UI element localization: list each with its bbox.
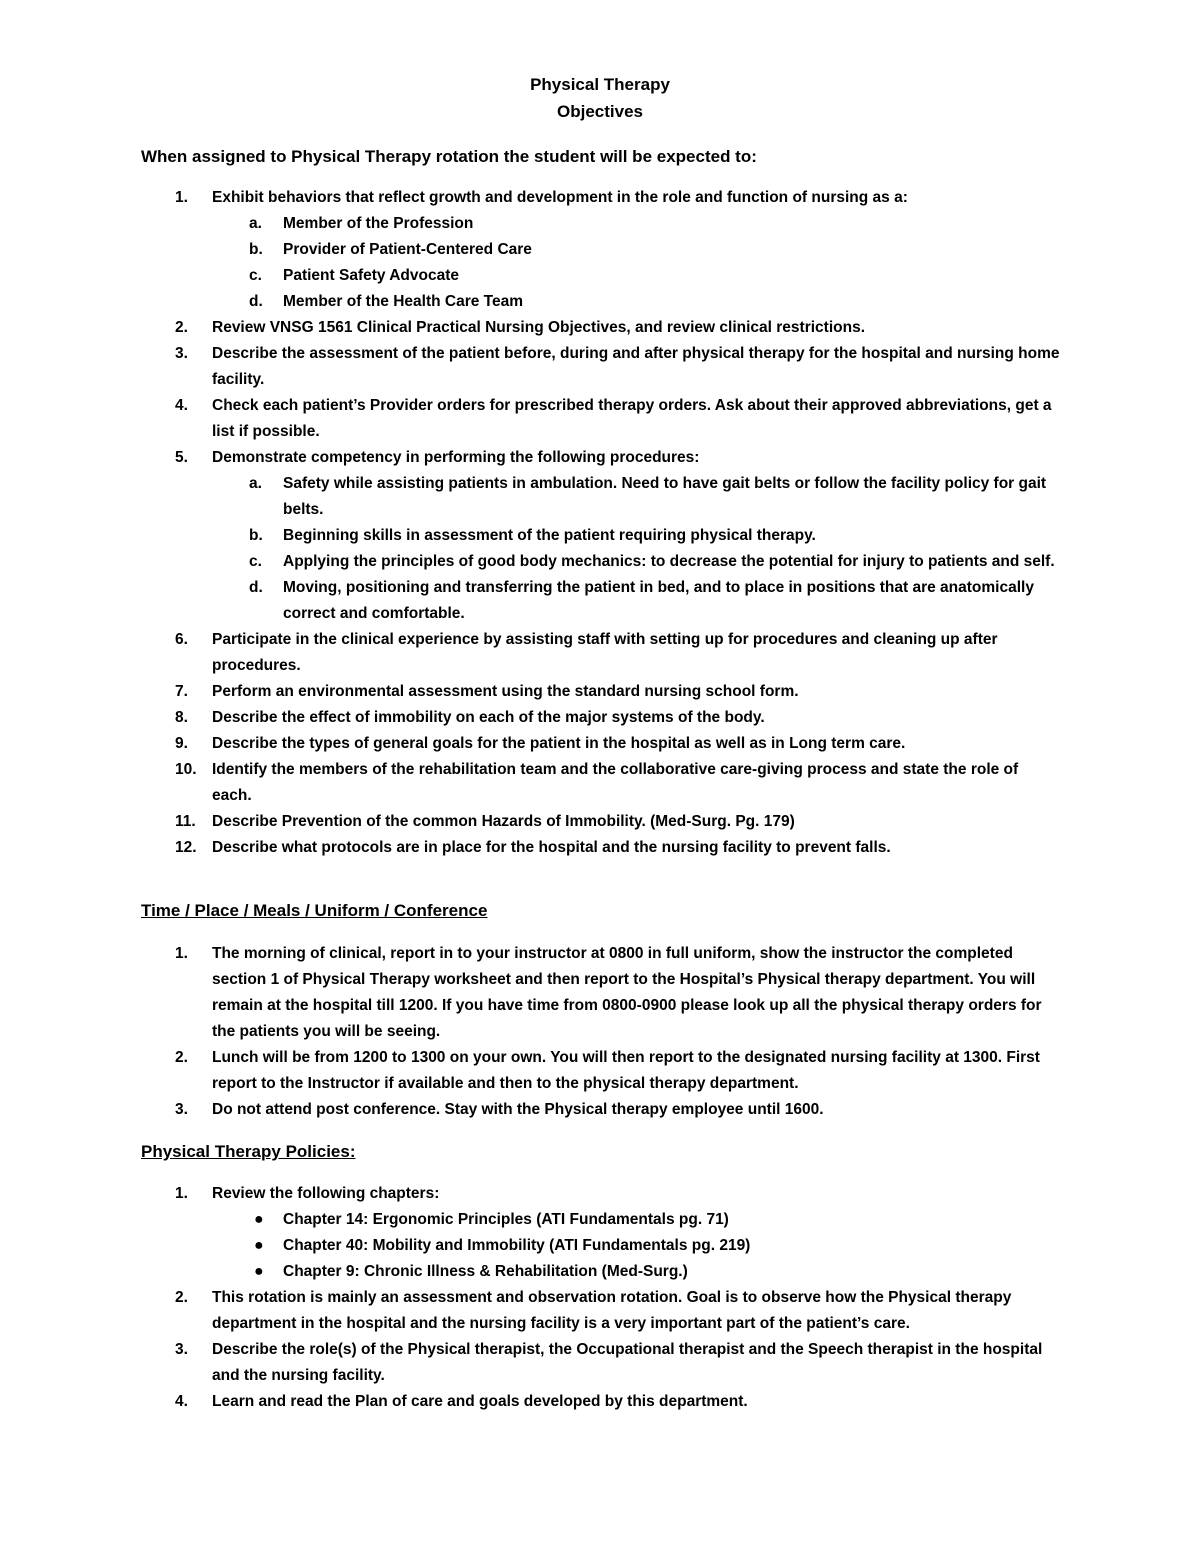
bullet-icon: ●	[254, 1263, 264, 1280]
list-item: 9. Describe the types of general goals for the patient in the hospital as well as in Long term care.	[175, 735, 906, 752]
document-subtitle: Objectives	[557, 102, 643, 121]
list-item: c. Applying the principles of good body mechanics: to decrease the potential for injury to patients and self.	[249, 553, 1055, 570]
objectives-list	[141, 185, 1061, 861]
time-section-heading: Time / Place / Meals / Uniform / Conference	[141, 901, 488, 920]
list-item: 2. Lunch will be from 1200 to 1300 on your own. You will then report to the designated nursing facility at 1300. First report to the Instructor if available and then to the physical therapy department.	[175, 1049, 1040, 1092]
bullet-icon: ●	[254, 1237, 264, 1254]
list-item: a. Member of the Profession	[249, 215, 474, 232]
list-item: 12. Describe what protocols are in place for the hospital and the nursing facility to prevent falls.	[175, 839, 891, 856]
list-item: 3. Do not attend post conference. Stay with the Physical therapy employee until 1600.	[175, 1101, 824, 1118]
list-item: 3. Describe the assessment of the patient before, during and after physical therapy for the hospital and nursing home facility.	[175, 345, 1060, 388]
list-item: 1. Exhibit behaviors that reflect growth and development in the role and function of nursing as a: a. Member of the Profession b. Provider of Patient-Centered Care c. Patient Safety Advocate d. Member of the Health Care Team	[141, 185, 1061, 315]
list-item: 1. The morning of clinical, report in to your instructor at 0800 in full uniform, show the instructor the completed section 1 of Physical Therapy worksheet and then report to the Hospital’s Physical therapy department. You will remain at the hospital till 1200. If you have time from 0800-0900 please look up all the physical therapy orders for the patients you will be seeing.	[175, 945, 1042, 1040]
list-item: 2. This rotation is mainly an assessment and observation rotation. Goal is to observe how the Physical therapy department in the hospital and the nursing facility is a very important part of the patient’s care.	[175, 1289, 1012, 1332]
list-item: 8. Describe the effect of immobility on each of the major systems of the body.	[175, 709, 765, 726]
list-item: b. Beginning skills in assessment of the patient requiring physical therapy.	[249, 527, 816, 544]
list-item: 11. Describe Prevention of the common Hazards of Immobility. (Med-Surg. Pg. 179)	[175, 813, 795, 830]
policies-list	[141, 1181, 1061, 1415]
list-item: 3. Describe the role(s) of the Physical therapist, the Occupational therapist and the Speech therapist in the hospital and the nursing facility.	[175, 1341, 1043, 1384]
bullet-icon: ●	[254, 1211, 264, 1228]
list-item: ● Chapter 14: Ergonomic Principles (ATI Fundamentals pg. 71)	[212, 1207, 1061, 1233]
list-item: d. Moving, positioning and transferring the patient in bed, and to place in positions that are anatomically correct and comfortable.	[249, 579, 1034, 622]
list-item: 6. Participate in the clinical experience by assisting staff with setting up for procedures and cleaning up after procedures.	[175, 631, 998, 674]
document-title: Physical Therapy	[530, 75, 670, 94]
policies-section-heading: Physical Therapy Policies:	[141, 1142, 356, 1161]
intro-text: When assigned to Physical Therapy rotation the student will be expected to:	[141, 147, 757, 166]
list-item: 7. Perform an environmental assessment using the standard nursing school form.	[175, 683, 799, 700]
time-list	[141, 941, 1061, 1123]
list-item: 4. Check each patient’s Provider orders for prescribed therapy orders. Ask about their approved abbreviations, get a list if possible.	[175, 397, 1052, 440]
list-item: a. Safety while assisting patients in ambulation. Need to have gait belts or follow the facility policy for gait belts.	[249, 475, 1047, 518]
list-item: 4. Learn and read the Plan of care and goals developed by this department.	[175, 1393, 748, 1410]
list-item: 10. Identify the members of the rehabilitation team and the collaborative care-giving process and state the role of each.	[175, 761, 1019, 804]
list-item: ● Chapter 40: Mobility and Immobility (ATI Fundamentals pg. 219)	[212, 1233, 1061, 1259]
list-item: 2. Review VNSG 1561 Clinical Practical Nursing Objectives, and review clinical restrictions.	[175, 319, 865, 336]
list-item: b. Provider of Patient-Centered Care	[249, 241, 532, 258]
list-item: ● Chapter 9: Chronic Illness & Rehabilitation (Med-Surg.)	[212, 1259, 1061, 1285]
list-item: c. Patient Safety Advocate	[249, 267, 460, 284]
list-item: 5. Demonstrate competency in performing the following procedures: a. Safety while assisting patients in ambulation. Need to have gait belts or follow the facility policy for gait belts. b. Beginning skills in assessment of the patient requiring physical therapy. c. Applying the principles of good body mechanics: to decrease the potential for injury to patients and self. d. Moving, positioning and transferring the patient in bed, and to place in positions that are anatomically correct and comfortable.	[141, 445, 1061, 627]
list-item: d. Member of the Health Care Team	[249, 293, 524, 310]
list-item: 1. Review the following chapters: ● Chapter 14: Ergonomic Principles (ATI Fundamentals pg. 71) ● Chapter 40: Mobility and Immobility (ATI Fundamentals pg. 219) ● Chapter 9: Chronic Illness & Rehabilitation (Med-Surg.)	[141, 1181, 1061, 1285]
